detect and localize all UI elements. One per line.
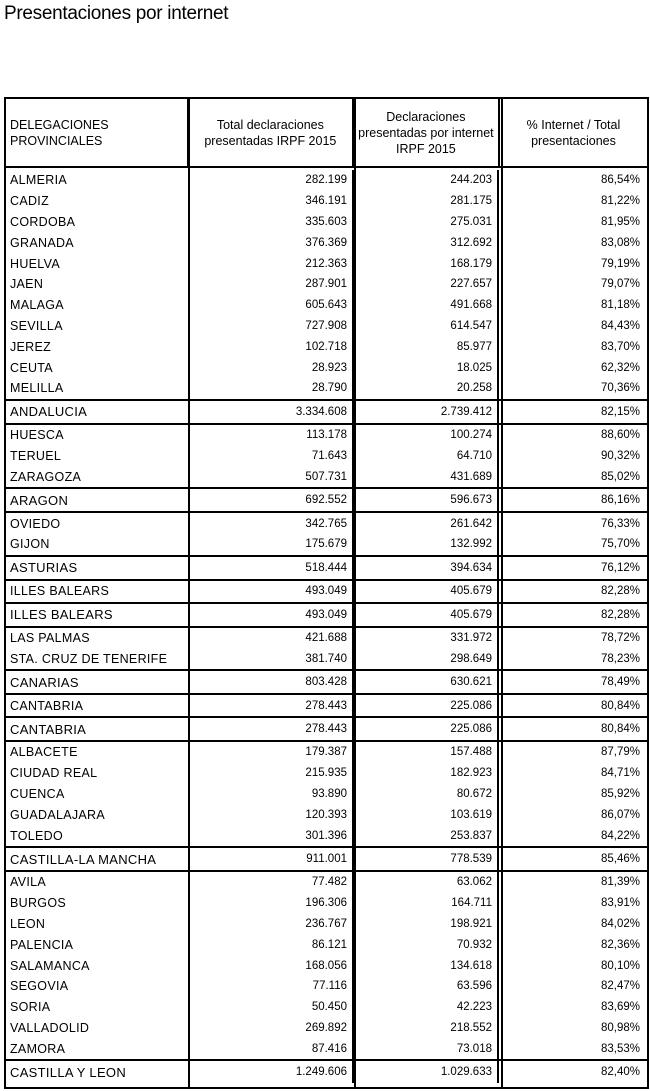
cell-pct: 84,71% xyxy=(497,763,645,784)
cell-delegacion: CORDOBA xyxy=(10,214,76,229)
cell-internet: 596.673 xyxy=(352,489,497,511)
cell-total: 175.679 xyxy=(188,534,352,555)
total-row xyxy=(6,671,647,693)
cell-pct: 90,32% xyxy=(497,446,645,467)
cell-pct: 70,36% xyxy=(497,378,645,399)
cell-pct: 81,22% xyxy=(497,191,645,212)
table-row xyxy=(6,784,647,805)
cell-internet: 431.689 xyxy=(352,466,497,487)
table-row xyxy=(6,378,647,399)
cell-delegacion: JAEN xyxy=(10,277,44,292)
cell-pct: 85,46% xyxy=(497,848,645,870)
cell-delegacion: ASTURIAS xyxy=(10,560,78,576)
cell-total: 287.901 xyxy=(188,274,352,295)
header-internet: Declaraciones presentadas por internet IRPF 2015 xyxy=(352,99,498,166)
cell-internet: 70.932 xyxy=(352,934,497,955)
cell-delegacion: CUENCA xyxy=(10,786,65,801)
table-row xyxy=(6,628,647,649)
cell-total: 911.001 xyxy=(188,848,352,870)
cell-pct: 82,40% xyxy=(497,1061,645,1083)
cell-total: 335.603 xyxy=(188,212,352,233)
cell-total: 278.443 xyxy=(188,695,352,716)
cell-delegacion: CASTILLA-LA MANCHA xyxy=(10,851,157,867)
page-title: Presentaciones por internet xyxy=(4,3,229,24)
cell-pct: 79,07% xyxy=(497,274,645,295)
cell-total: 1.249.606 xyxy=(188,1061,352,1083)
cell-total: 493.049 xyxy=(188,581,352,602)
cell-internet: 1.029.633 xyxy=(352,1061,497,1083)
cell-internet: 225.086 xyxy=(352,718,497,740)
cell-delegacion: SEVILLA xyxy=(10,318,63,333)
cell-pct: 82,15% xyxy=(497,401,645,423)
cell-total: 71.643 xyxy=(188,446,352,467)
table-row xyxy=(6,357,647,378)
cell-delegacion: ILLES BALEARS xyxy=(10,607,113,623)
cell-pct: 75,70% xyxy=(497,534,645,555)
cell-pct: 87,79% xyxy=(497,742,645,763)
cell-total: 236.767 xyxy=(188,914,352,935)
table-row xyxy=(6,581,647,602)
cell-pct: 76,12% xyxy=(497,557,645,579)
cell-internet: 394.634 xyxy=(352,557,497,579)
cell-internet: 405.679 xyxy=(352,581,497,602)
cell-pct: 85,92% xyxy=(497,784,645,805)
column-divider xyxy=(501,99,503,1087)
cell-total: 727.908 xyxy=(188,316,352,337)
cell-pct: 84,43% xyxy=(497,316,645,337)
cell-pct: 83,91% xyxy=(497,893,645,914)
cell-total: 168.056 xyxy=(188,955,352,976)
total-row xyxy=(6,401,647,423)
cell-pct: 78,49% xyxy=(497,671,645,693)
table-row xyxy=(6,212,647,233)
cell-total: 421.688 xyxy=(188,628,352,649)
table-row xyxy=(6,763,647,784)
table-header xyxy=(6,99,647,168)
cell-internet: 218.552 xyxy=(352,1018,497,1039)
table-row xyxy=(6,893,647,914)
cell-total: 77.482 xyxy=(188,872,352,893)
table-row xyxy=(6,804,647,825)
cell-internet: 614.547 xyxy=(352,316,497,337)
cell-total: 301.396 xyxy=(188,825,352,846)
cell-delegacion: ZARAGOZA xyxy=(10,469,82,484)
cell-pct: 80,84% xyxy=(497,718,645,740)
total-row xyxy=(6,604,647,626)
cell-total: 179.387 xyxy=(188,742,352,763)
cell-total: 692.552 xyxy=(188,489,352,511)
cell-pct: 83,08% xyxy=(497,232,645,253)
total-row xyxy=(6,557,647,579)
cell-delegacion: ZAMORA xyxy=(10,1041,66,1056)
cell-delegacion: MELILLA xyxy=(10,381,64,396)
cell-delegacion: BURGOS xyxy=(10,896,66,911)
cell-delegacion: MALAGA xyxy=(10,298,64,313)
cell-total: 282.199 xyxy=(188,170,352,191)
cell-delegacion: ALMERIA xyxy=(10,173,67,188)
cell-delegacion: ARAGON xyxy=(10,492,69,508)
cell-delegacion: OVIEDO xyxy=(10,516,61,531)
cell-pct: 80,10% xyxy=(497,955,645,976)
cell-pct: 79,19% xyxy=(497,253,645,274)
cell-pct: 78,72% xyxy=(497,628,645,649)
cell-delegacion: TERUEL xyxy=(10,448,62,463)
cell-internet: 64.710 xyxy=(352,446,497,467)
total-row xyxy=(6,718,647,740)
table-row xyxy=(6,976,647,997)
table-row xyxy=(6,955,647,976)
cell-internet: 253.837 xyxy=(352,825,497,846)
cell-delegacion: PALENCIA xyxy=(10,937,74,952)
cell-delegacion: GIJON xyxy=(10,537,50,552)
table-row xyxy=(6,872,647,893)
cell-internet: 2.739.412 xyxy=(352,401,497,423)
cell-total: 87.416 xyxy=(188,1038,352,1059)
cell-delegacion: HUELVA xyxy=(10,256,60,271)
cell-delegacion: HUESCA xyxy=(10,428,64,443)
cell-total: 120.393 xyxy=(188,804,352,825)
cell-total: 803.428 xyxy=(188,671,352,693)
cell-pct: 83,69% xyxy=(497,997,645,1018)
table-row xyxy=(6,466,647,487)
cell-total: 28.923 xyxy=(188,357,352,378)
table-row xyxy=(6,534,647,555)
table-row xyxy=(6,1018,647,1039)
cell-pct: 81,18% xyxy=(497,295,645,316)
data-table xyxy=(4,97,649,1089)
cell-total: 113.178 xyxy=(188,425,352,446)
cell-delegacion: CADIZ xyxy=(10,194,49,209)
cell-total: 212.363 xyxy=(188,253,352,274)
cell-internet: 100.274 xyxy=(352,425,497,446)
cell-total: 342.765 xyxy=(188,513,352,534)
cell-delegacion: LAS PALMAS xyxy=(10,630,90,645)
cell-internet: 298.649 xyxy=(352,648,497,669)
table-row xyxy=(6,446,647,467)
cell-delegacion: STA. CRUZ DE TENERIFE xyxy=(10,651,168,666)
column-divider xyxy=(188,99,190,1087)
table-row xyxy=(6,914,647,935)
cell-internet: 182.923 xyxy=(352,763,497,784)
table-row xyxy=(6,934,647,955)
cell-delegacion: CANTABRIA xyxy=(10,698,84,713)
cell-internet: 18.025 xyxy=(352,357,497,378)
cell-internet: 778.539 xyxy=(352,848,497,870)
cell-delegacion: ANDALUCIA xyxy=(10,404,88,420)
cell-total: 346.191 xyxy=(188,191,352,212)
table-row xyxy=(6,336,647,357)
table-row xyxy=(6,825,647,846)
table-row xyxy=(6,695,647,716)
cell-internet: 85.977 xyxy=(352,336,497,357)
cell-pct: 78,23% xyxy=(497,648,645,669)
cell-delegacion: SEGOVIA xyxy=(10,979,69,994)
cell-delegacion: CANTABRIA xyxy=(10,721,87,737)
cell-delegacion: GRANADA xyxy=(10,235,74,250)
cell-total: 376.369 xyxy=(188,232,352,253)
cell-internet: 80.672 xyxy=(352,784,497,805)
cell-total: 507.731 xyxy=(188,466,352,487)
cell-internet: 275.031 xyxy=(352,212,497,233)
cell-pct: 83,53% xyxy=(497,1038,645,1059)
cell-pct: 62,32% xyxy=(497,357,645,378)
cell-internet: 164.711 xyxy=(352,893,497,914)
cell-delegacion: TOLEDO xyxy=(10,828,63,843)
cell-total: 215.935 xyxy=(188,763,352,784)
cell-total: 102.718 xyxy=(188,336,352,357)
header-total: Total declaraciones presentadas IRPF 2015 xyxy=(187,99,352,166)
cell-pct: 84,22% xyxy=(497,825,645,846)
table-row xyxy=(6,191,647,212)
cell-pct: 76,33% xyxy=(497,513,645,534)
cell-internet: 198.921 xyxy=(352,914,497,935)
cell-total: 605.643 xyxy=(188,295,352,316)
cell-internet: 405.679 xyxy=(352,604,497,626)
cell-pct: 85,02% xyxy=(497,466,645,487)
cell-pct: 86,07% xyxy=(497,804,645,825)
cell-internet: 20.258 xyxy=(352,378,497,399)
cell-internet: 281.175 xyxy=(352,191,497,212)
cell-total: 28.790 xyxy=(188,378,352,399)
cell-delegacion: CEUTA xyxy=(10,360,53,375)
cell-total: 77.116 xyxy=(188,976,352,997)
cell-internet: 312.692 xyxy=(352,232,497,253)
cell-pct: 86,16% xyxy=(497,489,645,511)
cell-internet: 331.972 xyxy=(352,628,497,649)
table-row xyxy=(6,253,647,274)
table-row xyxy=(6,425,647,446)
cell-internet: 63.596 xyxy=(352,976,497,997)
cell-total: 381.740 xyxy=(188,648,352,669)
header-pct: % Internet / Total presentaciones xyxy=(498,99,647,166)
cell-internet: 227.657 xyxy=(352,274,497,295)
cell-pct: 80,84% xyxy=(497,695,645,716)
table-row xyxy=(6,295,647,316)
cell-delegacion: LEON xyxy=(10,916,46,931)
cell-pct: 86,54% xyxy=(497,170,645,191)
cell-pct: 88,60% xyxy=(497,425,645,446)
cell-total: 93.890 xyxy=(188,784,352,805)
cell-delegacion: VALLADOLID xyxy=(10,1020,90,1035)
cell-delegacion: AVILA xyxy=(10,875,47,890)
cell-delegacion: GUADALAJARA xyxy=(10,807,105,822)
cell-internet: 63.062 xyxy=(352,872,497,893)
total-row xyxy=(6,1061,647,1083)
total-row xyxy=(6,489,647,511)
cell-total: 493.049 xyxy=(188,604,352,626)
cell-delegacion: JEREZ xyxy=(10,339,52,354)
column-divider xyxy=(354,99,356,1087)
cell-delegacion: CIUDAD REAL xyxy=(10,766,98,781)
table-row xyxy=(6,170,647,191)
cell-internet: 157.488 xyxy=(352,742,497,763)
cell-internet: 73.018 xyxy=(352,1038,497,1059)
cell-internet: 42.223 xyxy=(352,997,497,1018)
cell-internet: 134.618 xyxy=(352,955,497,976)
total-row xyxy=(6,848,647,870)
cell-delegacion: SORIA xyxy=(10,1000,51,1015)
cell-total: 3.334.608 xyxy=(188,401,352,423)
cell-pct: 83,70% xyxy=(497,336,645,357)
cell-internet: 261.642 xyxy=(352,513,497,534)
table-row xyxy=(6,1038,647,1059)
table-row xyxy=(6,274,647,295)
cell-delegacion: CASTILLA Y LEON xyxy=(10,1064,127,1080)
cell-delegacion: ALBACETE xyxy=(10,745,78,760)
table-row xyxy=(6,513,647,534)
cell-internet: 103.619 xyxy=(352,804,497,825)
cell-delegacion: ILLES BALEARS xyxy=(10,584,110,599)
cell-total: 86.121 xyxy=(188,934,352,955)
cell-pct: 82,28% xyxy=(497,581,645,602)
cell-pct: 84,02% xyxy=(497,914,645,935)
table-row xyxy=(6,742,647,763)
cell-internet: 168.179 xyxy=(352,253,497,274)
cell-pct: 82,36% xyxy=(497,934,645,955)
table-row xyxy=(6,316,647,337)
cell-internet: 225.086 xyxy=(352,695,497,716)
cell-pct: 82,47% xyxy=(497,976,645,997)
table-row xyxy=(6,997,647,1018)
cell-total: 50.450 xyxy=(188,997,352,1018)
cell-pct: 81,39% xyxy=(497,872,645,893)
cell-total: 278.443 xyxy=(188,718,352,740)
cell-pct: 81,95% xyxy=(497,212,645,233)
cell-delegacion: SALAMANCA xyxy=(10,958,90,973)
cell-total: 518.444 xyxy=(188,557,352,579)
cell-pct: 82,28% xyxy=(497,604,645,626)
table-row xyxy=(6,232,647,253)
cell-total: 269.892 xyxy=(188,1018,352,1039)
cell-pct: 80,98% xyxy=(497,1018,645,1039)
cell-internet: 244.203 xyxy=(352,170,497,191)
cell-internet: 630.621 xyxy=(352,671,497,693)
cell-internet: 132.992 xyxy=(352,534,497,555)
cell-total: 196.306 xyxy=(188,893,352,914)
cell-delegacion: CANARIAS xyxy=(10,674,79,690)
cell-internet: 491.668 xyxy=(352,295,497,316)
header-delegaciones: DELEGACIONES PROVINCIALES xyxy=(10,117,109,148)
table-row xyxy=(6,648,647,669)
